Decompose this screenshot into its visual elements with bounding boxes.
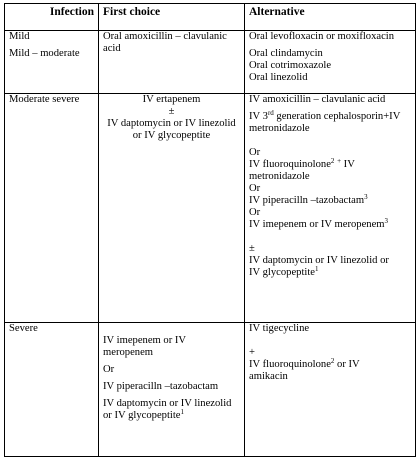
first-choice-line: or IV glycopeptite [132, 130, 211, 141]
plus-symbol: + [249, 347, 255, 358]
alternative-line [249, 111, 411, 123]
or-text: Or [249, 207, 261, 218]
alternative-line: IV amoxicillin – clavulanic acid [249, 94, 386, 105]
first-text: or IV glycopeptite [103, 410, 181, 421]
cell-moderate-severe-first-choice [99, 94, 245, 323]
alternative-line: Oral clindamycin [249, 48, 323, 59]
table-row-mild [5, 31, 416, 94]
first-choice-line: IV ertapenem [142, 94, 201, 105]
alternative-line [249, 219, 411, 231]
first-choice-line [103, 410, 240, 422]
antibiotic-table [4, 3, 416, 457]
infection-severe: Severe [9, 323, 38, 334]
first-choice-line: Oral amoxicillin – clavulanic [103, 31, 227, 42]
first-choice-line: acid [103, 43, 121, 54]
superscript: 3 [384, 217, 389, 225]
cell-mild-infection [5, 31, 99, 94]
first-choice-line: IV daptomycin or IV linezolid [107, 118, 236, 129]
alt-text: or IV [334, 359, 360, 370]
or-text: Or [103, 364, 115, 375]
alternative-line: IV daptomycin or IV linezolid or [249, 255, 389, 266]
plus-minus-symbol: ± [249, 243, 255, 254]
cell-mild-first-choice [99, 31, 245, 94]
infection-moderate-severe: Moderate severe [9, 94, 80, 105]
first-choice-line: IV imepenem or IV [103, 335, 187, 346]
alt-text: IV 3 [249, 111, 268, 122]
header-infection: Infection [5, 4, 99, 31]
alt-text: IV piperacilln –tazobactam [249, 195, 365, 206]
cell-severe-infection [5, 323, 99, 457]
or-text: Or [249, 147, 261, 158]
alt-text: IV fluoroquinolone [249, 159, 331, 170]
plus-minus-symbol: ± [168, 106, 175, 117]
alternative-line: IV tigecycline [249, 323, 310, 334]
alt-text: IV [343, 159, 355, 170]
superscript: + [337, 157, 342, 165]
table-header-row [5, 4, 416, 31]
alt-text: IV fluoroquinolone [249, 359, 331, 370]
superscript: 1 [315, 265, 319, 273]
alternative-line: amikacin [249, 371, 288, 382]
infection-mild-moderate: Mild – moderate [9, 48, 80, 59]
header-first-choice: First choice [99, 4, 245, 31]
alternative-line: Oral cotrimoxazole [249, 60, 332, 71]
alternative-line [249, 267, 411, 279]
table-row-moderate-severe [5, 94, 416, 323]
superscript: rd [267, 109, 274, 117]
superscript: 3 [364, 193, 368, 201]
cell-severe-first-choice [99, 323, 245, 457]
table-row-severe [5, 323, 416, 457]
alternative-line: metronidazole [249, 123, 310, 134]
first-choice-line: meropenem [103, 347, 154, 358]
superscript: 2 [330, 157, 335, 165]
cell-moderate-severe-infection [5, 94, 99, 323]
or-text: Or [249, 183, 261, 194]
alt-text: generation cephalosporin+IV [273, 111, 401, 122]
alternative-line: metronidazole [249, 171, 310, 182]
superscript: 2 [330, 357, 335, 365]
alt-text: IV imepenem or IV meropenem [249, 219, 385, 230]
cell-mild-alternative [245, 31, 416, 94]
cell-severe-alternative [245, 323, 416, 457]
header-alternative: Alternative [245, 4, 416, 31]
alternative-line [249, 195, 411, 207]
cell-moderate-severe-alternative [245, 94, 416, 323]
first-choice-line: IV piperacilln –tazobactam [103, 381, 219, 392]
alternative-line: Oral levofloxacin or moxifloxacin [249, 31, 395, 42]
alternative-line [249, 359, 411, 371]
alternative-line [249, 159, 411, 171]
superscript: 1 [180, 408, 184, 416]
infection-mild: Mild [9, 31, 30, 42]
alt-text: IV glycopeptite [249, 267, 315, 278]
alternative-line: Oral linezolid [249, 72, 308, 83]
first-choice-line: IV daptomycin or IV linezolid [103, 398, 232, 409]
